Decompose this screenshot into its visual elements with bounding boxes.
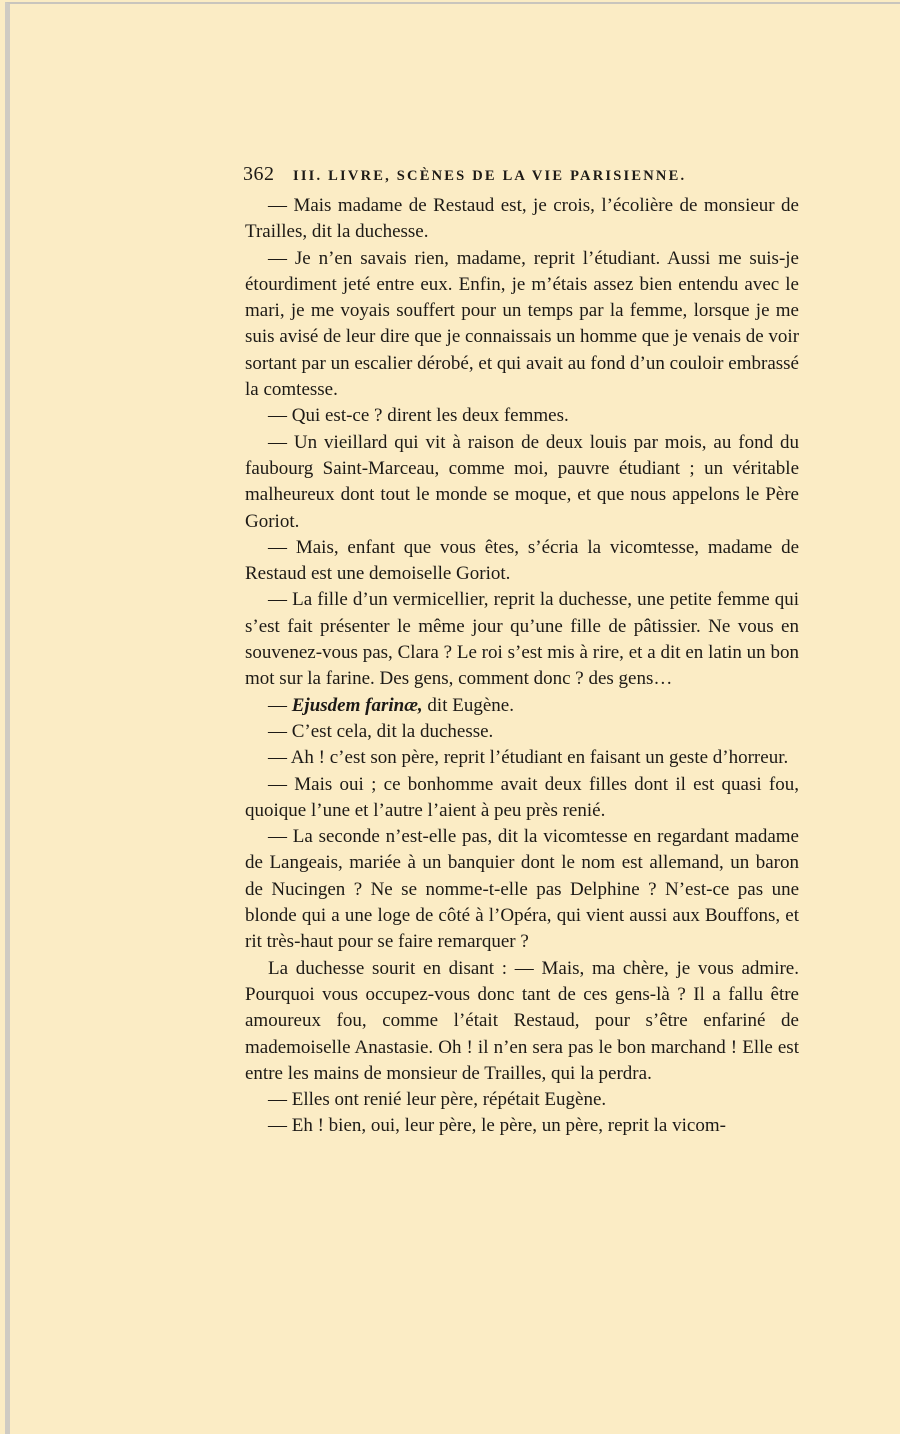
book-page — [5, 2, 900, 1434]
paragraph: — Mais, enfant que vous êtes, s’écria la vicomtesse, madame de Restaud est une demoiselle Goriot. — [245, 536, 799, 585]
paragraph: — Ejusdem farinæ, dit Eugène. — [268, 694, 514, 716]
text-block — [245, 163, 799, 1140]
paragraph: — Mais oui ; ce bonhomme avait deux filles dont il est quasi fou, quoique l’une et l’autre l’aient à peu près renié. — [245, 773, 799, 821]
paragraph: — Qui est-ce ? dirent les deux femmes. — [268, 405, 569, 427]
paragraph: — Ah ! c’est son père, reprit l’étudiant en faisant un geste d’horreur. — [268, 747, 789, 769]
running-head — [243, 163, 799, 193]
paragraph: — Un vieillard qui vit à raison de deux louis par mois, au fond du faubourg Saint-Marceau, comme moi, pauvre étudiant ; un véritable malheureux dont tout le monde se moque, et que nous appelons le Père Goriot. — [245, 431, 799, 532]
paragraph: La duchesse sourit en disant : — Mais, ma chère, je vous admire. Pourquoi vous occupez-vous donc tant de ces gens-là ? Il a fallu être amoureux fou, comme l’était Restaud, pour s’être enfariné de mademoiselle Anastasie. Oh ! il n’en sera pas le bon marchand ! Elle est entre les mains de monsieur de Trailles, qui la perdra. — [245, 957, 799, 1084]
paragraph: — La seconde n’est-elle pas, dit la vicomtesse en regardant madame de Langeais, mariée à un banquier dont le nom est allemand, un baron de Nucingen ? Ne se nomme-t-elle pas Delphine ? N’est-ce pas une blonde qui a une loge de côté à l’Opéra, qui vient aussi aux Bouffons, et rit très-haut pour se faire remarquer ? — [245, 826, 799, 953]
latin-phrase: Ejusdem farinæ, — [291, 694, 423, 716]
paragraph: — Mais madame de Restaud est, je crois, l’écolière de monsieur de Trailles, dit la duchesse. — [245, 195, 799, 243]
paragraph: — Elles ont renié leur père, répétait Eugène. — [268, 1089, 607, 1111]
paragraph: — Je n’en savais rien, madame, reprit l’étudiant. Aussi me suis-je étourdiment jeté entre eux. Enfin, je m’étais assez bien entendu avec le mari, je me voyais souffert pour un temps par la femme, lorsque je me suis avisé de leur dire que je connaissais un homme que je venais de voir sortant par un escalier dérobé, et qui avait au fond d’un couloir embrassé la comtesse. — [245, 247, 800, 401]
paragraph: — Eh ! bien, oui, leur père, le père, un père, reprit la vicom- — [268, 1115, 726, 1137]
body-text — [245, 193, 799, 1140]
page-number: 362 — [243, 163, 275, 185]
paragraph: — C’est cela, dit la duchesse. — [268, 720, 494, 742]
paragraph: — La fille d’un vermicellier, reprit la duchesse, une petite femme qui s’est fait présenter le même jour qu’une fille de pâtissier. Ne vous en souvenez-vous pas, Clara ? Le roi s’est mis à rire, et a dit en latin un bon mot sur la farine. Des gens, comment donc ? des gens… — [245, 589, 799, 690]
running-head-title: III. LIVRE, SCÈNES DE LA VIE PARISIENNE. — [293, 168, 687, 184]
